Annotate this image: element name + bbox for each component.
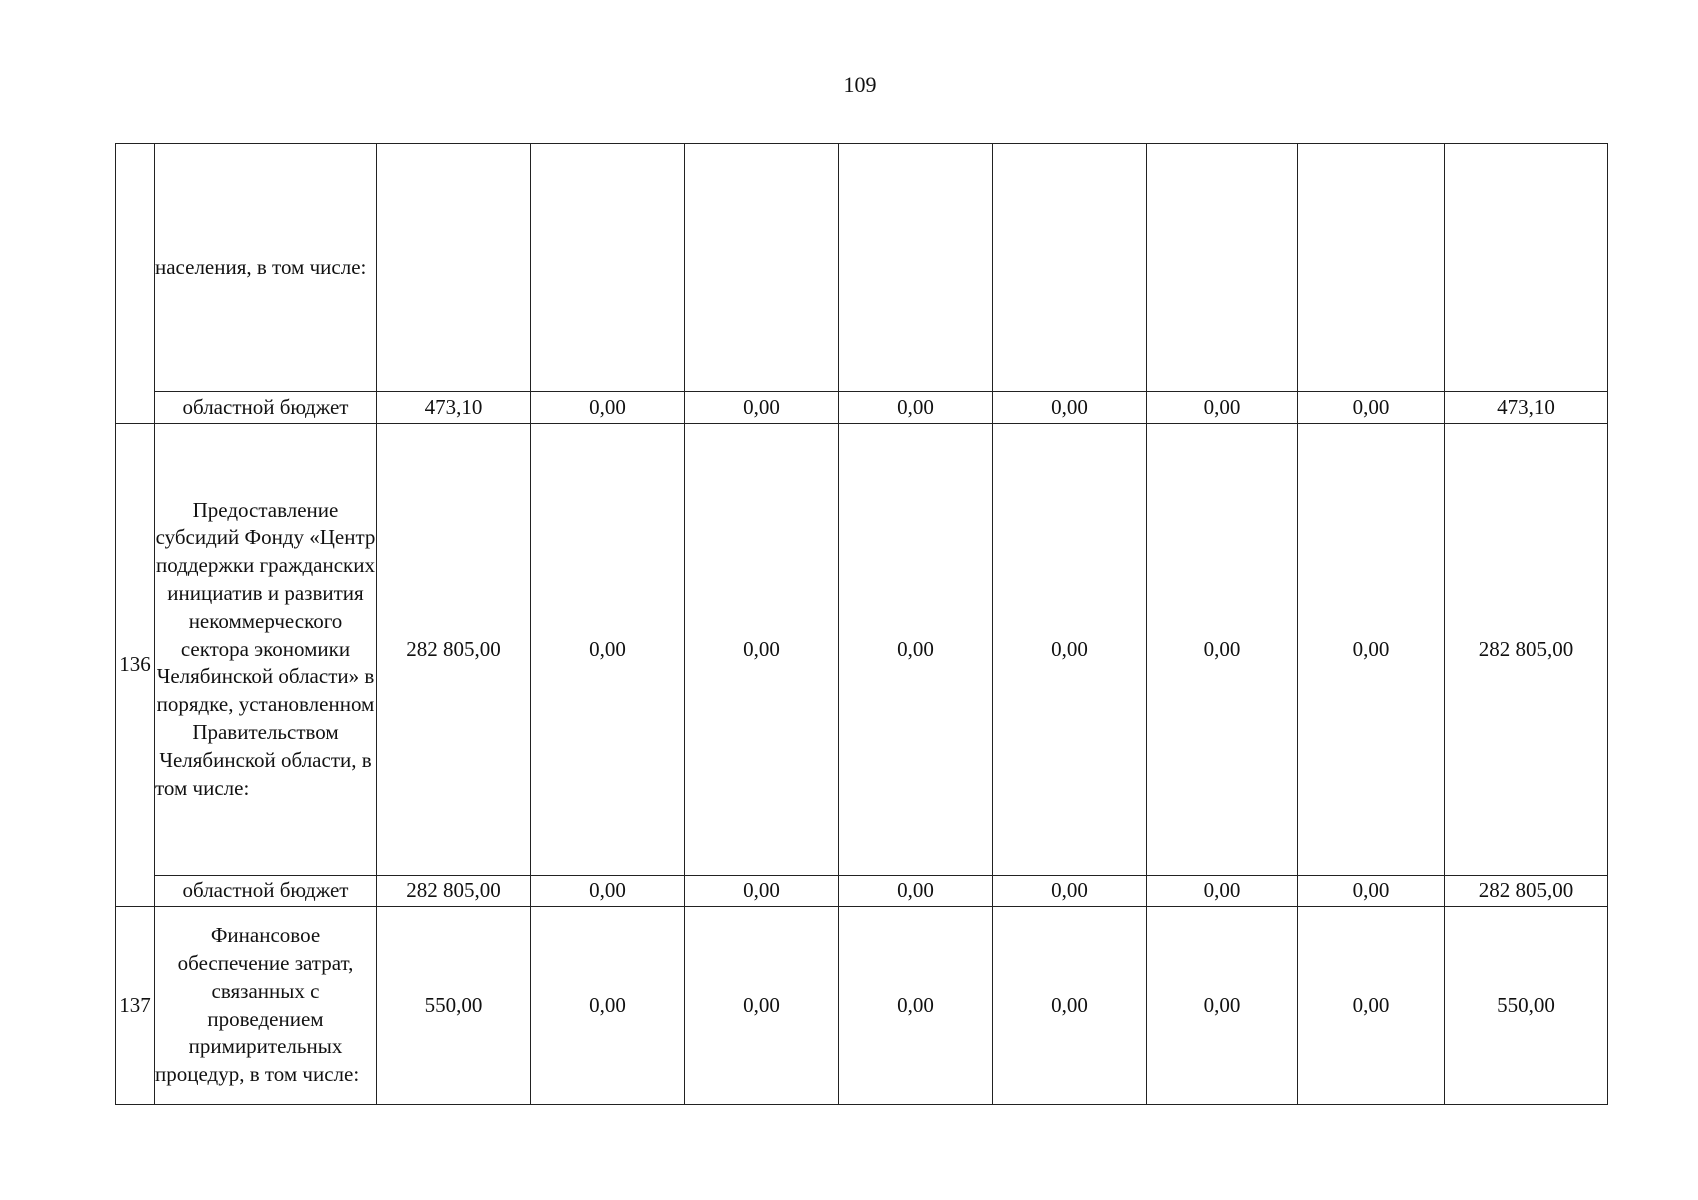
value-cell: 0,00 xyxy=(531,907,685,1105)
value-cell xyxy=(1147,144,1298,392)
value-cell: 0,00 xyxy=(685,424,839,876)
table-row xyxy=(116,424,1608,876)
value-cell xyxy=(531,144,685,392)
value-cell: 0,00 xyxy=(993,392,1147,424)
value-cell: 0,00 xyxy=(531,876,685,907)
row-name-cell: Финансовое обеспечение затрат, связанных с проведением примирительных процедур, в том числе: xyxy=(155,907,377,1105)
value-cell: 0,00 xyxy=(685,876,839,907)
row-name-cell: населения, в том числе: xyxy=(155,144,377,392)
value-cell xyxy=(1298,144,1445,392)
value-cell: 0,00 xyxy=(839,392,993,424)
value-cell: 0,00 xyxy=(993,876,1147,907)
value-cell: 473,10 xyxy=(377,392,531,424)
value-cell: 0,00 xyxy=(685,392,839,424)
table-row xyxy=(116,907,1608,1105)
value-cell: 0,00 xyxy=(1147,907,1298,1105)
value-cell: 0,00 xyxy=(1147,424,1298,876)
value-cell: 0,00 xyxy=(839,907,993,1105)
value-cell: 0,00 xyxy=(993,424,1147,876)
value-cell xyxy=(377,144,531,392)
row-number-cell xyxy=(116,144,155,424)
page-number: 109 xyxy=(843,72,877,97)
value-cell: 0,00 xyxy=(993,907,1147,1105)
value-cell: 0,00 xyxy=(685,907,839,1105)
row-number-cell: 137 xyxy=(116,907,155,1105)
budget-table xyxy=(115,143,1608,1105)
table-subrow xyxy=(116,392,1608,424)
value-cell: 282 805,00 xyxy=(377,876,531,907)
value-cell xyxy=(839,144,993,392)
value-cell: 0,00 xyxy=(531,424,685,876)
table-row xyxy=(116,144,1608,392)
value-cell: 550,00 xyxy=(377,907,531,1105)
value-cell: 0,00 xyxy=(1298,424,1445,876)
value-cell: 282 805,00 xyxy=(1445,424,1608,876)
value-cell: 0,00 xyxy=(1147,876,1298,907)
value-cell: 0,00 xyxy=(1298,392,1445,424)
value-cell: 282 805,00 xyxy=(1445,876,1608,907)
value-cell: 0,00 xyxy=(1298,876,1445,907)
sub-label-cell: областной бюджет xyxy=(155,876,377,907)
value-cell: 0,00 xyxy=(839,876,993,907)
row-number-cell: 136 xyxy=(116,424,155,907)
value-cell: 550,00 xyxy=(1445,907,1608,1105)
value-cell xyxy=(1445,144,1608,392)
value-cell: 0,00 xyxy=(531,392,685,424)
value-cell: 0,00 xyxy=(1147,392,1298,424)
value-cell: 473,10 xyxy=(1445,392,1608,424)
value-cell: 0,00 xyxy=(839,424,993,876)
sub-label-cell: областной бюджет xyxy=(155,392,377,424)
value-cell xyxy=(993,144,1147,392)
row-name-cell: Предоставление субсидий Фонду «Центр поддержки гражданских инициатив и развития некоммерческого сектора экономики Челябинской области» в порядке, установленном Правительством Челябинской области, в том числе: xyxy=(155,424,377,876)
value-cell xyxy=(685,144,839,392)
table-subrow xyxy=(116,876,1608,907)
value-cell: 282 805,00 xyxy=(377,424,531,876)
value-cell: 0,00 xyxy=(1298,907,1445,1105)
